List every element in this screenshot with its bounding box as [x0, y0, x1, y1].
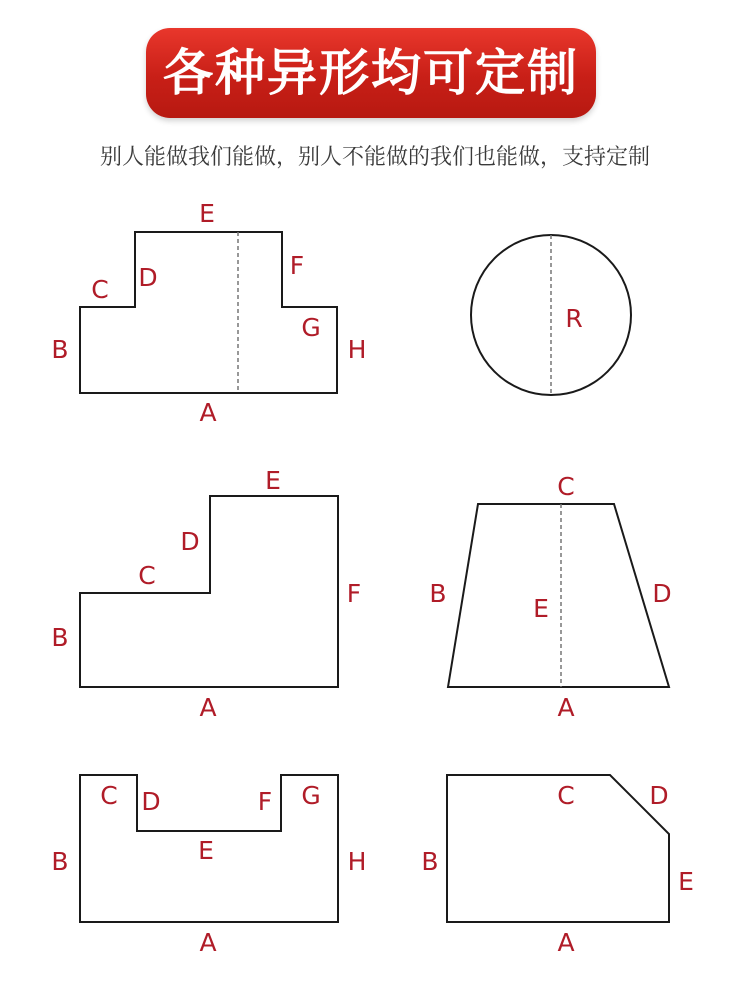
- shape-circle-label-r: R: [565, 304, 583, 333]
- shape-trapezoid: [429, 472, 671, 722]
- shape-trapezoid-outline: [448, 504, 672, 687]
- shape-t: [51, 199, 366, 427]
- shape-l-step-label-a: A: [199, 693, 217, 722]
- shape-l-step-label-e: E: [265, 466, 281, 495]
- shape-chamfer-label-e: E: [678, 867, 694, 896]
- shape-t-label-e: E: [199, 199, 215, 228]
- shape-u-notch-label-b: B: [51, 847, 69, 876]
- shape-t-label-a: A: [199, 398, 217, 427]
- shape-l-step-label-f: F: [346, 579, 362, 608]
- shape-circle: [471, 235, 631, 395]
- shape-chamfer-label-c: C: [557, 781, 575, 810]
- shape-trapezoid-label-d: D: [652, 579, 672, 608]
- shape-trapezoid-label-b: B: [429, 579, 447, 608]
- shape-u-notch-label-d: D: [141, 787, 161, 816]
- shape-l-step-outline: [80, 496, 338, 687]
- shape-t-label-h: H: [347, 335, 367, 364]
- shape-t-label-f: F: [289, 251, 305, 280]
- shape-l-step: [51, 466, 361, 722]
- shape-trapezoid-label-a: A: [557, 693, 575, 722]
- shape-trapezoid-label-c: C: [557, 472, 575, 501]
- shape-t-label-c: C: [91, 275, 109, 304]
- shape-u-notch: [51, 775, 366, 957]
- shape-l-step-label-c: C: [138, 561, 156, 590]
- shape-t-label-b: B: [51, 335, 69, 364]
- shape-u-notch-label-g: G: [301, 781, 321, 810]
- shape-u-notch-label-f: F: [257, 787, 273, 816]
- shape-trapezoid-label-e: E: [533, 594, 549, 623]
- shape-chamfer-label-d: D: [649, 781, 669, 810]
- shape-l-step-label-d: D: [180, 527, 200, 556]
- shape-chamfer: [421, 775, 693, 957]
- shape-u-notch-label-e: E: [198, 836, 214, 865]
- page-subtitle: 别人能做我们能做，别人不能做的我们也能做，支持定制: [99, 145, 650, 170]
- page-title: 各种异形均可定制: [163, 44, 579, 102]
- shape-t-label-g: G: [301, 313, 321, 342]
- shape-l-step-label-b: B: [51, 623, 69, 652]
- shape-u-notch-label-h: H: [347, 847, 367, 876]
- shape-chamfer-label-a: A: [557, 928, 575, 957]
- shape-u-notch-label-a: A: [199, 928, 217, 957]
- shape-chamfer-label-b: B: [421, 847, 439, 876]
- shape-t-label-d: D: [138, 263, 158, 292]
- shape-u-notch-label-c: C: [100, 781, 118, 810]
